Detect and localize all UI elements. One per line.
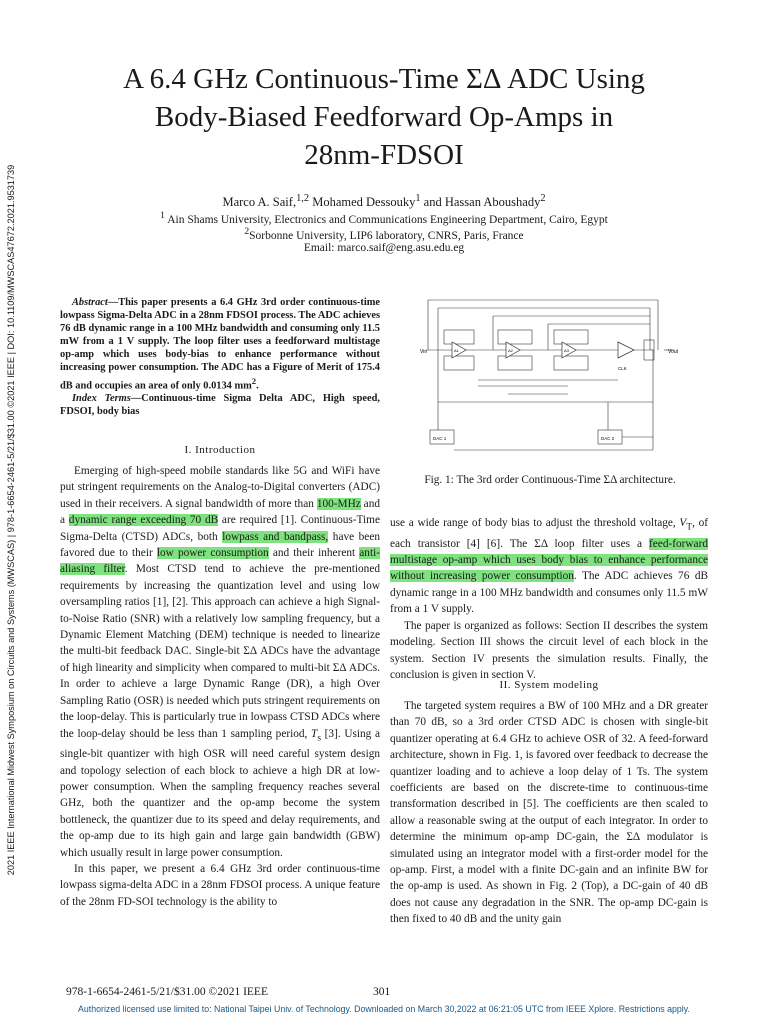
sidebar-doi-text: 2021 IEEE International Midwest Symposium on Circuits and Systems (MWSCAS) | 978-1-6654-2461-5/21/$31.00 ©2021 IEEE | DOI: 10.1109/MWSCAS47672.2021.9531739: [6, 164, 16, 876]
highlight: dynamic range exceeding 70 dB: [68, 514, 219, 527]
title-line-2: Body-Biased Feedforward Op-Amps in: [154, 101, 614, 133]
author-2-sup: 1: [415, 193, 421, 204]
title-line-1: A 6.4 GHz Continuous-Time ΣΔ ADC Using: [123, 63, 645, 95]
affiliation-1-text: Ain Shams University, Electronics and Communications Engineering Department, Cairo, Egypt: [164, 213, 608, 226]
footer-page-number: 301: [373, 986, 391, 998]
symbol-ts: T: [311, 727, 318, 740]
figure-a2-label: A2: [508, 348, 513, 353]
t: are required [1]. Continuous-Time Sigma-Delta (CTSD) ADCs, both: [60, 514, 380, 543]
email: [60, 240, 708, 256]
abstract-end: .: [256, 380, 259, 392]
t: . The ADC achieves 76 dB dynamic range in a 100 MHz bandwidth and consumes only 11.5 mW from a 1 V supply.: [390, 570, 708, 616]
t: have been favored due to their: [60, 530, 380, 560]
figure-vout-label: Vout: [668, 349, 679, 355]
figure-dac1-label: DAC 1: [433, 436, 447, 441]
paper-title: [60, 60, 708, 174]
right-paragraph-1: The paper is organized as follows: Section II describes the system modeling. Section III shows the circuit level of each block in the system. Section IV presents the simulation results. Finally, the conclusion is given in section V.: [390, 619, 708, 681]
affiliation-1-sup: 1: [160, 210, 165, 221]
affiliation-2-text: Sorbonne University, LIP6 laboratory, CNRS, Paris, France: [249, 229, 524, 242]
abstract-label: Abstract: [72, 297, 108, 308]
figure-dac2-label: DAC 2: [601, 436, 615, 441]
intro-paragraph-1: [60, 463, 380, 861]
figure-1-caption: Fig. 1: The 3rd order Continuous-Time ΣΔ architecture.: [424, 474, 676, 486]
highlight: feed-forward multistage op-amp which uses body bias to enhance performance without increasing power consumption: [390, 537, 708, 583]
figure-vin-label: Vin: [420, 349, 428, 355]
footer-isbn: 978-1-6654-2461-5/21/$31.00 ©2021 IEEE: [66, 986, 268, 998]
figure-clk-label: CLK: [618, 366, 627, 371]
section-heading-intro: I. Introduction: [184, 444, 256, 456]
abstract-sup: 2: [251, 375, 257, 386]
t: and their inherent: [268, 547, 360, 560]
t: . Most CTSD tend to achieve the pre-mentioned requirements by increasing the quantization level and using low oversampling ratios [1], [2]. This approach can achieve a high Signal-to-Noise Ratio (SNR) with a relatively low sampling frequency, but a Dynamic Element Matching (DEM) technique is needed to linearize the multi-bit feedback DAC. Single-bit ΣΔ ADCs have the advantage of high linearity and simplicity when compared to multi-bit ΣΔ ADCs. In order to achieve a large Dynamic Range (DR), a high Over Sampling Ratio (OSR) is needed which puts stringent requirements on the loop-delay. This is particularly true in lowpass CTSD ADCs where the loop-delay should be less than 1 sampling period,: [60, 563, 380, 740]
highlight: anti-aliasing filter: [60, 547, 380, 576]
symbol-ts-sub: s: [317, 732, 321, 743]
author-1: Marco A. Saif,: [222, 195, 297, 210]
figure-a3-label: A3: [564, 348, 569, 353]
t: [3]. Using a single-bit quantizer with high OSR will need careful system design and topology selection of each block to achieve a high DR at low-power consumption. When the sampling frequency reaches several GHz, both the quantizer and the op-amp become the system bottleneck, the quantizer due to its speed and delay requirements, and the op-amp due to its high gain and large gain bandwidth (GBW) which usually result in large power consumption.: [60, 727, 380, 859]
symbol-vt-sub: T: [686, 522, 693, 533]
highlight: low power consumption: [156, 547, 269, 560]
figure-a1-label: A1: [454, 348, 459, 353]
system-body: [390, 698, 708, 928]
figure-1-diagram: [418, 290, 684, 460]
author-3-sup: 2: [540, 193, 546, 204]
sidebar-doi: [4, 150, 22, 890]
t: Emerging of high-speed mobile standards like 5G and WiFi have put stringent requirements on the Analog-to-Digital converters (ADC) used in their receivers. A signal bandwidth of more than: [60, 465, 380, 510]
highlight: lowpass and bandpass,: [222, 530, 329, 543]
right-paragraph-0: [390, 515, 708, 618]
t: and a: [60, 497, 380, 527]
email-text: Email: marco.saif@eng.asu.edu.eg: [303, 242, 465, 254]
system-paragraph-1: The targeted system requires a BW of 100 MHz and a DR greater than 70 dB, so a 3rd order CTSD ADC is chosen with single-bit quantizer operating at 6.4 GHz to achieve OSR of 32. A feed-forward architecture, shown in Fig. 1, is favored over feedback to decrease the quantizer loading and to achieve a loop delay of 1 Ts. The system coefficients are based on the discrete-time to continuous-time transformation described in [5]. The coefficients are then scaled to allow a reasonable swing at the output of each integrator. In order to determine the minimum op-amp DC-gain, the ΣΔ modulator is simulated using an integrator model with a first-order model for the op-amp. First, a model with a finite DC-gain and an infinite BW for the op-amp is used. As shown in Fig. 2 (Top), a DC-gain of 40 dB does not cause any degradation in the SNR. The op-amp DC-gain is then fixed to 40 dB and the unity gain: [390, 700, 708, 926]
affiliation-2-sup: 2: [244, 226, 250, 237]
section-heading-system: II. System modeling: [499, 679, 599, 691]
intro-body: [60, 463, 380, 910]
abstract: [60, 296, 380, 418]
author-2: Mohamed Dessouky: [309, 195, 416, 210]
t: use a wide range of body bias to adjust the threshold voltage,: [390, 517, 680, 529]
index-terms-label: Index Terms: [72, 393, 131, 405]
intro-paragraph-2: In this paper, we present a 6.4 GHz 3rd order continuous-time lowpass sigma-delta ADC in a 28nm FDSOI process. A unique feature of the 28nm FD-SOI technology is the ability to: [60, 863, 380, 908]
abstract-text: —This paper presents a 6.4 GHz 3rd order continuous-time lowpass Sigma-Delta ADC in a 28nm FDSOI process. The ADC achieves 76 dB dynamic range in a 100 MHz bandwidth and consuming only 11.5 mW from a 1 V supply. The loop filter uses a feedforward multistage op-amp which uses body-bias to enhance performance without increasing power consumption. The ADC has a Figure of Merit of 175.4 dB and occupies an area of only 0.0134 mm: [60, 297, 380, 392]
author-1-sup: 1,2: [296, 193, 310, 204]
right-column-body: [390, 515, 708, 683]
footer-authorized-notice: Authorized licensed use limited to: National Taipei Univ. of Technology. Downloaded on March 30,2022 at 06:21:05 UTC from IEEE Xplore. Restrictions apply.: [78, 1004, 690, 1014]
highlight: 100-MHz: [316, 497, 361, 510]
symbol-vt: V: [679, 517, 687, 529]
index-terms-text: —Continuous-time Sigma Delta ADC, High speed, FDSOI, body bias: [60, 393, 380, 418]
author-3: and Hassan Aboushady: [420, 195, 541, 210]
t: , of each transistor [4] [6]. The ΣΔ loop filter uses a: [390, 517, 708, 550]
title-line-3: 28nm-FDSOI: [304, 139, 464, 171]
